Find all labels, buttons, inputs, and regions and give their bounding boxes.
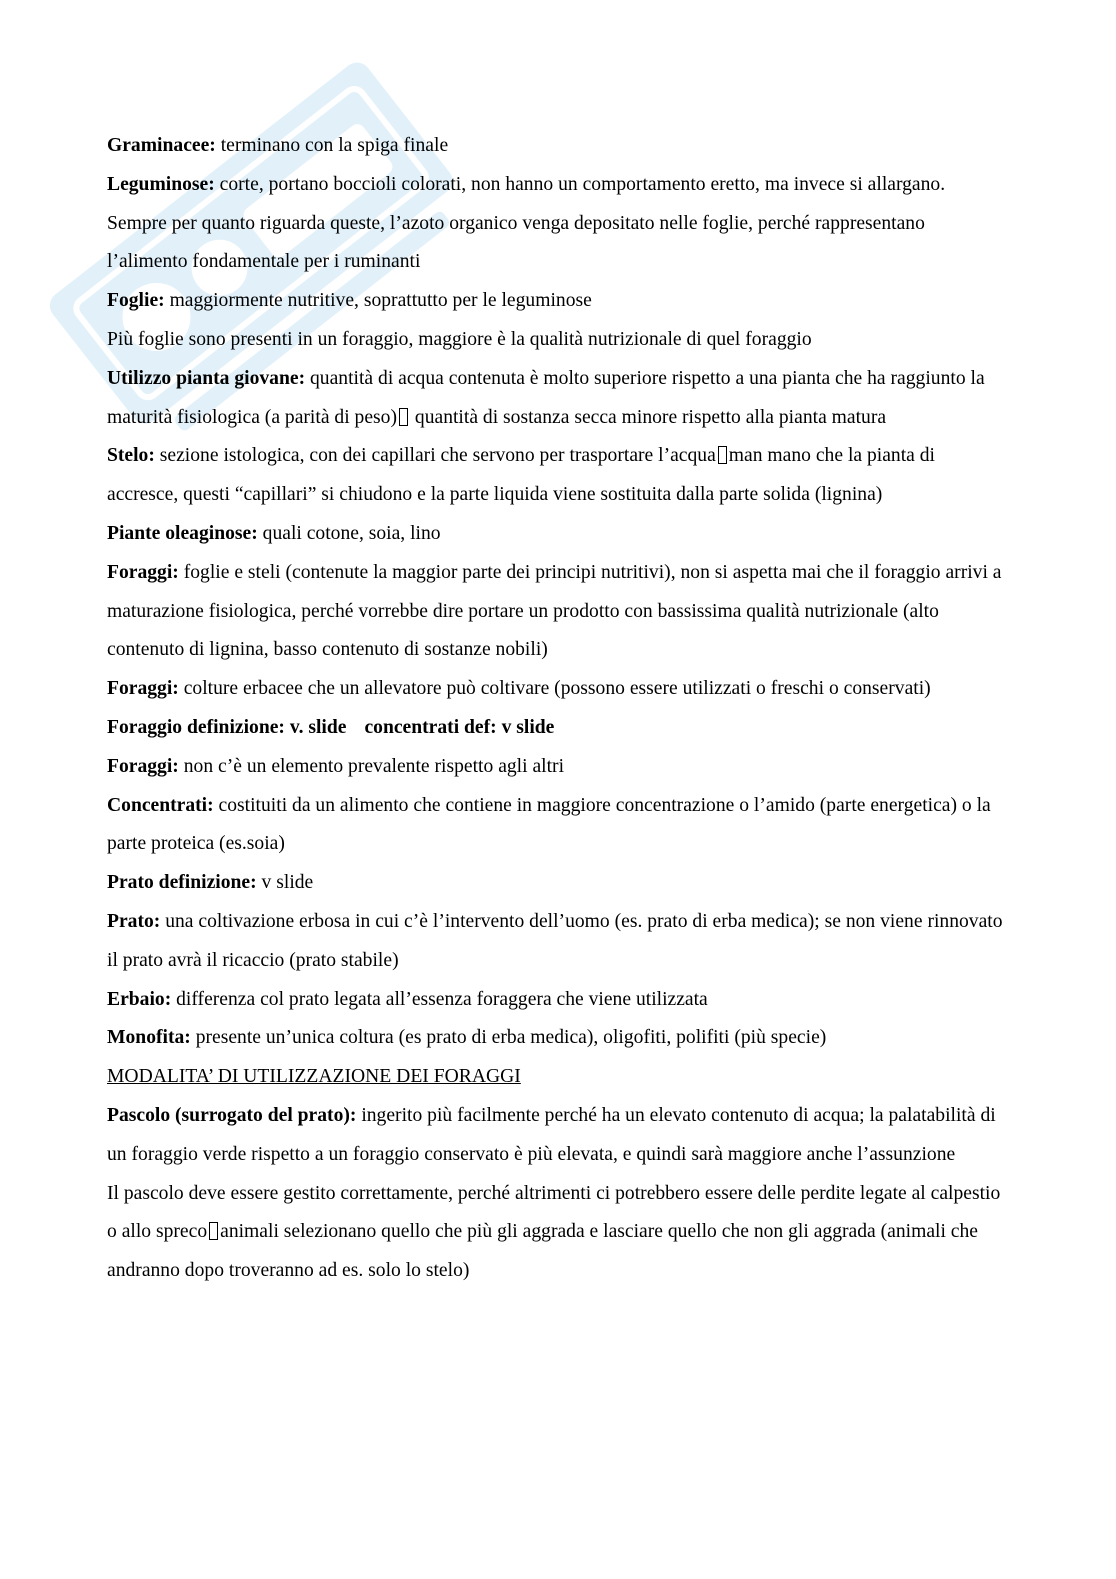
definition-text: sezione istologica, con dei capillari che servono per trasportare l’acqua	[154, 445, 716, 467]
term-label: Piante oleaginose:	[107, 522, 258, 544]
definition-text: ingerito più facilmente perché ha un elevato contenuto di acqua; la palatabilità di un foraggio verde rispetto a un foraggio conservato è più elevata, e quindi sarà maggiore anche l’assunzione	[107, 1104, 996, 1165]
body-text: Il pascolo deve essere gestito correttamente, perché altrimenti ci potrebbero essere delle perdite legate al calpestio o allo spreco	[107, 1182, 1001, 1243]
term-label: Graminacee:	[107, 135, 216, 156]
paragraph-foraggi-3	[107, 748, 1007, 787]
paragraph-foraggio-definizione	[107, 709, 1007, 748]
paragraph-erbaio	[107, 981, 1007, 1020]
definition-text: colture erbacee che un allevatore può coltivare (possono essere utilizzati o freschi o conservati)	[178, 678, 931, 700]
definition-text: differenza col prato legata all’essenza foraggera che viene utilizzata	[171, 988, 708, 1010]
paragraph-piu-foglie	[107, 321, 1007, 360]
paragraph-foglie	[107, 282, 1007, 321]
term-label: Foraggi:	[107, 561, 179, 583]
term-label: Foglie:	[107, 290, 165, 312]
term-label: Utilizzo pianta giovane:	[107, 367, 306, 389]
definition-text: presente un’unica coltura (es prato di erba medica), oligofiti, polifiti (più specie)	[190, 1027, 827, 1049]
definition-text: v slide	[256, 872, 314, 894]
body-text: Più foglie sono presenti in un foraggio, maggiore è la qualità nutrizionale di quel foraggio	[107, 328, 812, 350]
paragraph-pianta-giovane	[107, 360, 1007, 438]
term-label: Foraggio definizione: v. slide	[107, 716, 347, 738]
paragraph-foraggi-2	[107, 670, 1007, 709]
definition-text-continued: quantità di sostanza secca minore rispetto alla pianta matura	[410, 406, 887, 428]
definition-text: quali cotone, soia, lino	[257, 522, 441, 544]
missing-glyph-icon	[399, 408, 408, 426]
definition-text-continued: man mano che la pianta di accresce, questi “capillari” si chiudono e la parte liquida viene sostituita dalla parte solida (lignina)	[107, 445, 936, 506]
paragraph-prato	[107, 903, 1007, 981]
definition-text: non c’è un elemento prevalente rispetto agli altri	[178, 755, 565, 777]
term-label-secondary: concentrati def: v slide	[364, 716, 555, 738]
term-label: Monofita:	[107, 1027, 191, 1049]
definition-text: una coltivazione erbosa in cui c’è l’intervento dell’uomo (es. prato di erba medica); se non viene rinnovato il prato avrà il ricaccio (prato stabile)	[107, 910, 1003, 971]
section-heading: MODALITA’ DI UTILIZZAZIONE DEI FORAGGI	[107, 1066, 521, 1088]
paragraph-stelo	[107, 437, 1007, 515]
missing-glyph-icon	[209, 1222, 218, 1240]
term-label: Stelo:	[107, 445, 155, 467]
missing-glyph-icon	[718, 446, 727, 464]
paragraph-graminacee	[107, 127, 1007, 166]
definition-text: foglie e steli (contenute la maggior parte dei principi nutritivi), non si aspetta mai che il foraggio arrivi a maturazione fisiologica, perché vorrebbe dire portare un prodotto con bassissima qualità nutrizionale (alto contenuto di lignina, basso contenuto di sostanze nobili)	[107, 561, 1002, 661]
term-label: Foraggi:	[107, 755, 179, 777]
term-label: Prato:	[107, 910, 161, 932]
paragraph-concentrati	[107, 787, 1007, 865]
paragraph-foraggi-1	[107, 554, 1007, 670]
term-label: Leguminose:	[107, 173, 215, 195]
definition-text: corte, portano boccioli colorati, non hanno un comportamento eretto, ma invece si allargano. Sempre per quanto riguarda queste, l’azoto organico venga depositato nelle foglie, perché rappresentano l’alimento fondamentale per i ruminanti	[107, 173, 946, 273]
definition-text: quantità di acqua contenuta è molto superiore rispetto a una pianta che ha raggiunto la maturità fisiologica (a parità di peso)	[107, 367, 985, 428]
paragraph-pascolo	[107, 1097, 1007, 1175]
term-label: Erbaio:	[107, 988, 172, 1010]
paragraph-piante-oleaginose	[107, 515, 1007, 554]
term-label: Pascolo (surrogato del prato):	[107, 1104, 357, 1126]
definition-text: terminano con la spiga finale	[215, 135, 449, 156]
definition-text: maggiormente nutritive, soprattutto per le leguminose	[164, 290, 592, 312]
term-label: Foraggi:	[107, 678, 179, 700]
paragraph-pascolo-gestione	[107, 1175, 1007, 1291]
definition-text: costituiti da un alimento che contiene in maggiore concentrazione o l’amido (parte energetica) o la parte proteica (es.soia)	[107, 794, 991, 855]
body-text-continued: animali selezionano quello che più gli aggrada e lasciare quello che non gli aggrada (animali che andranno dopo troveranno ad es. solo lo stelo)	[107, 1221, 978, 1282]
paragraph-prato-definizione	[107, 864, 1007, 903]
paragraph-monofita	[107, 1019, 1007, 1058]
term-label: Prato definizione:	[107, 872, 257, 894]
document-page	[107, 127, 1007, 1291]
paragraph-leguminose	[107, 166, 1007, 282]
term-label: Concentrati:	[107, 794, 214, 816]
